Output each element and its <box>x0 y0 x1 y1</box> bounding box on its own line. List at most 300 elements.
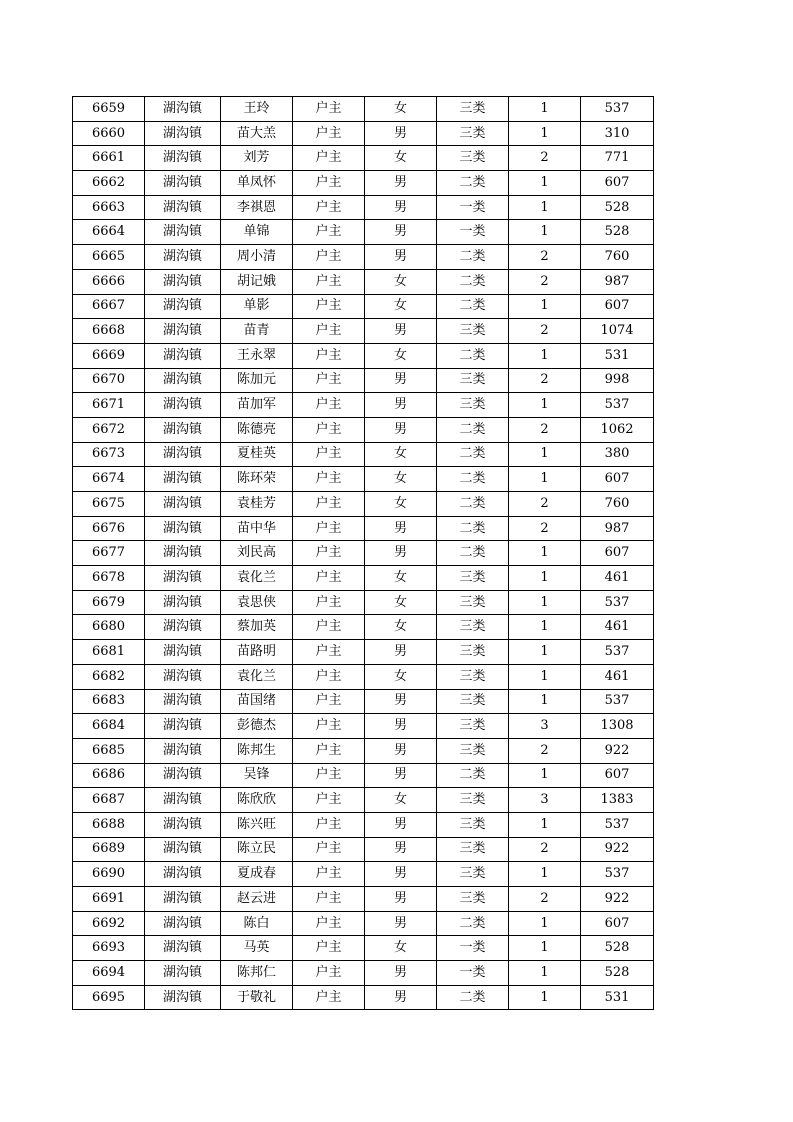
township-cell: 湖沟镇 <box>145 664 221 689</box>
table-row <box>73 343 654 368</box>
name-cell: 陈立民 <box>221 837 293 862</box>
relation-cell: 户主 <box>293 417 365 442</box>
household-size-cell: 3 <box>509 788 581 813</box>
amount-cell: 531 <box>581 343 654 368</box>
amount-cell: 607 <box>581 171 654 196</box>
amount-cell: 607 <box>581 294 654 319</box>
amount-cell: 922 <box>581 738 654 763</box>
amount-cell: 760 <box>581 492 654 517</box>
table-row <box>73 171 654 196</box>
category-cell: 三类 <box>437 689 509 714</box>
category-cell: 三类 <box>437 146 509 171</box>
relation-cell: 户主 <box>293 195 365 220</box>
township-cell: 湖沟镇 <box>145 97 221 122</box>
relation-cell: 户主 <box>293 837 365 862</box>
gender-cell: 男 <box>365 541 437 566</box>
record-number-cell: 6659 <box>73 97 145 122</box>
township-cell: 湖沟镇 <box>145 763 221 788</box>
relation-cell: 户主 <box>293 220 365 245</box>
township-cell: 湖沟镇 <box>145 887 221 912</box>
category-cell: 二类 <box>437 343 509 368</box>
name-cell: 陈兴旺 <box>221 812 293 837</box>
table-row <box>73 467 654 492</box>
gender-cell: 女 <box>365 467 437 492</box>
record-number-cell: 6662 <box>73 171 145 196</box>
table-row <box>73 862 654 887</box>
record-number-cell: 6666 <box>73 269 145 294</box>
amount-cell: 607 <box>581 911 654 936</box>
name-cell: 陈德亮 <box>221 417 293 442</box>
gender-cell: 女 <box>365 146 437 171</box>
category-cell: 二类 <box>437 467 509 492</box>
record-number-cell: 6678 <box>73 566 145 591</box>
household-size-cell: 2 <box>509 738 581 763</box>
township-cell: 湖沟镇 <box>145 566 221 591</box>
table-row <box>73 714 654 739</box>
gender-cell: 男 <box>365 220 437 245</box>
record-number-cell: 6684 <box>73 714 145 739</box>
household-size-cell: 1 <box>509 763 581 788</box>
amount-cell: 528 <box>581 936 654 961</box>
data-table <box>72 96 654 1010</box>
category-cell: 三类 <box>437 393 509 418</box>
household-size-cell: 1 <box>509 294 581 319</box>
gender-cell: 男 <box>365 417 437 442</box>
table-row <box>73 812 654 837</box>
household-size-cell: 1 <box>509 911 581 936</box>
name-cell: 袁思侠 <box>221 590 293 615</box>
record-number-cell: 6690 <box>73 862 145 887</box>
gender-cell: 男 <box>365 812 437 837</box>
gender-cell: 女 <box>365 343 437 368</box>
name-cell: 陈欣欣 <box>221 788 293 813</box>
category-cell: 三类 <box>437 640 509 665</box>
relation-cell: 户主 <box>293 738 365 763</box>
name-cell: 胡记娥 <box>221 269 293 294</box>
name-cell: 刘民高 <box>221 541 293 566</box>
name-cell: 单锦 <box>221 220 293 245</box>
table-row <box>73 566 654 591</box>
gender-cell: 男 <box>365 368 437 393</box>
name-cell: 吴锋 <box>221 763 293 788</box>
record-number-cell: 6671 <box>73 393 145 418</box>
amount-cell: 1062 <box>581 417 654 442</box>
gender-cell: 男 <box>365 985 437 1010</box>
record-number-cell: 6660 <box>73 121 145 146</box>
table-row <box>73 590 654 615</box>
relation-cell: 户主 <box>293 862 365 887</box>
township-cell: 湖沟镇 <box>145 640 221 665</box>
amount-cell: 987 <box>581 269 654 294</box>
gender-cell: 男 <box>365 171 437 196</box>
table-row <box>73 492 654 517</box>
name-cell: 单凤怀 <box>221 171 293 196</box>
gender-cell: 男 <box>365 195 437 220</box>
township-cell: 湖沟镇 <box>145 788 221 813</box>
household-size-cell: 1 <box>509 936 581 961</box>
name-cell: 夏成春 <box>221 862 293 887</box>
amount-cell: 987 <box>581 516 654 541</box>
table-row <box>73 269 654 294</box>
category-cell: 一类 <box>437 195 509 220</box>
category-cell: 三类 <box>437 738 509 763</box>
household-size-cell: 1 <box>509 664 581 689</box>
table-row <box>73 516 654 541</box>
table-row <box>73 837 654 862</box>
amount-cell: 310 <box>581 121 654 146</box>
amount-cell: 537 <box>581 640 654 665</box>
category-cell: 三类 <box>437 121 509 146</box>
table-row <box>73 368 654 393</box>
record-number-cell: 6681 <box>73 640 145 665</box>
gender-cell: 男 <box>365 516 437 541</box>
household-size-cell: 1 <box>509 541 581 566</box>
household-size-cell: 1 <box>509 862 581 887</box>
gender-cell: 女 <box>365 936 437 961</box>
category-cell: 二类 <box>437 516 509 541</box>
gender-cell: 女 <box>365 615 437 640</box>
household-size-cell: 1 <box>509 121 581 146</box>
gender-cell: 女 <box>365 492 437 517</box>
name-cell: 陈邦仁 <box>221 961 293 986</box>
household-size-cell: 1 <box>509 615 581 640</box>
table-row <box>73 442 654 467</box>
table-row <box>73 220 654 245</box>
record-number-cell: 6689 <box>73 837 145 862</box>
relation-cell: 户主 <box>293 97 365 122</box>
relation-cell: 户主 <box>293 269 365 294</box>
household-size-cell: 1 <box>509 985 581 1010</box>
amount-cell: 922 <box>581 887 654 912</box>
name-cell: 李祺恩 <box>221 195 293 220</box>
gender-cell: 男 <box>365 245 437 270</box>
name-cell: 王永翠 <box>221 343 293 368</box>
township-cell: 湖沟镇 <box>145 985 221 1010</box>
household-size-cell: 2 <box>509 269 581 294</box>
table-row <box>73 689 654 714</box>
gender-cell: 男 <box>365 640 437 665</box>
amount-cell: 528 <box>581 195 654 220</box>
relation-cell: 户主 <box>293 368 365 393</box>
record-number-cell: 6683 <box>73 689 145 714</box>
record-number-cell: 6691 <box>73 887 145 912</box>
relation-cell: 户主 <box>293 615 365 640</box>
table-row <box>73 640 654 665</box>
name-cell: 袁化兰 <box>221 664 293 689</box>
table-body <box>73 97 654 1010</box>
category-cell: 一类 <box>437 936 509 961</box>
household-size-cell: 3 <box>509 714 581 739</box>
relation-cell: 户主 <box>293 985 365 1010</box>
amount-cell: 607 <box>581 541 654 566</box>
gender-cell: 女 <box>365 294 437 319</box>
name-cell: 苗加军 <box>221 393 293 418</box>
gender-cell: 男 <box>365 714 437 739</box>
name-cell: 马英 <box>221 936 293 961</box>
category-cell: 三类 <box>437 368 509 393</box>
amount-cell: 537 <box>581 590 654 615</box>
category-cell: 一类 <box>437 961 509 986</box>
table-row <box>73 319 654 344</box>
table-row <box>73 245 654 270</box>
gender-cell: 男 <box>365 961 437 986</box>
table-row <box>73 294 654 319</box>
relation-cell: 户主 <box>293 319 365 344</box>
record-number-cell: 6668 <box>73 319 145 344</box>
category-cell: 二类 <box>437 417 509 442</box>
township-cell: 湖沟镇 <box>145 442 221 467</box>
category-cell: 二类 <box>437 541 509 566</box>
table-row <box>73 97 654 122</box>
household-size-cell: 2 <box>509 492 581 517</box>
township-cell: 湖沟镇 <box>145 936 221 961</box>
record-number-cell: 6677 <box>73 541 145 566</box>
category-cell: 一类 <box>437 220 509 245</box>
table-row <box>73 195 654 220</box>
record-number-cell: 6687 <box>73 788 145 813</box>
table-row <box>73 615 654 640</box>
amount-cell: 922 <box>581 837 654 862</box>
relation-cell: 户主 <box>293 566 365 591</box>
gender-cell: 男 <box>365 837 437 862</box>
gender-cell: 女 <box>365 566 437 591</box>
relation-cell: 户主 <box>293 911 365 936</box>
name-cell: 赵云进 <box>221 887 293 912</box>
township-cell: 湖沟镇 <box>145 269 221 294</box>
amount-cell: 528 <box>581 220 654 245</box>
gender-cell: 男 <box>365 319 437 344</box>
township-cell: 湖沟镇 <box>145 714 221 739</box>
relation-cell: 户主 <box>293 146 365 171</box>
category-cell: 三类 <box>437 319 509 344</box>
relation-cell: 户主 <box>293 936 365 961</box>
category-cell: 三类 <box>437 664 509 689</box>
record-number-cell: 6692 <box>73 911 145 936</box>
gender-cell: 男 <box>365 689 437 714</box>
amount-cell: 998 <box>581 368 654 393</box>
category-cell: 二类 <box>437 985 509 1010</box>
table-row <box>73 763 654 788</box>
name-cell: 刘芳 <box>221 146 293 171</box>
household-size-cell: 2 <box>509 319 581 344</box>
township-cell: 湖沟镇 <box>145 862 221 887</box>
gender-cell: 男 <box>365 887 437 912</box>
household-size-cell: 1 <box>509 393 581 418</box>
township-cell: 湖沟镇 <box>145 121 221 146</box>
name-cell: 单影 <box>221 294 293 319</box>
township-cell: 湖沟镇 <box>145 837 221 862</box>
record-number-cell: 6663 <box>73 195 145 220</box>
record-number-cell: 6674 <box>73 467 145 492</box>
record-number-cell: 6665 <box>73 245 145 270</box>
amount-cell: 537 <box>581 97 654 122</box>
category-cell: 三类 <box>437 97 509 122</box>
record-number-cell: 6695 <box>73 985 145 1010</box>
name-cell: 苗国绪 <box>221 689 293 714</box>
household-size-cell: 1 <box>509 961 581 986</box>
record-number-cell: 6676 <box>73 516 145 541</box>
table-row <box>73 961 654 986</box>
household-size-cell: 2 <box>509 516 581 541</box>
township-cell: 湖沟镇 <box>145 689 221 714</box>
record-number-cell: 6670 <box>73 368 145 393</box>
record-number-cell: 6669 <box>73 343 145 368</box>
category-cell: 二类 <box>437 763 509 788</box>
relation-cell: 户主 <box>293 887 365 912</box>
relation-cell: 户主 <box>293 714 365 739</box>
amount-cell: 771 <box>581 146 654 171</box>
household-size-cell: 2 <box>509 837 581 862</box>
relation-cell: 户主 <box>293 763 365 788</box>
table-row <box>73 911 654 936</box>
record-number-cell: 6672 <box>73 417 145 442</box>
amount-cell: 531 <box>581 985 654 1010</box>
relation-cell: 户主 <box>293 640 365 665</box>
relation-cell: 户主 <box>293 590 365 615</box>
amount-cell: 1308 <box>581 714 654 739</box>
household-size-cell: 1 <box>509 343 581 368</box>
household-size-cell: 1 <box>509 442 581 467</box>
gender-cell: 男 <box>365 862 437 887</box>
name-cell: 苗青 <box>221 319 293 344</box>
township-cell: 湖沟镇 <box>145 393 221 418</box>
name-cell: 王玲 <box>221 97 293 122</box>
record-number-cell: 6679 <box>73 590 145 615</box>
township-cell: 湖沟镇 <box>145 590 221 615</box>
record-number-cell: 6693 <box>73 936 145 961</box>
household-size-cell: 2 <box>509 887 581 912</box>
township-cell: 湖沟镇 <box>145 615 221 640</box>
amount-cell: 1383 <box>581 788 654 813</box>
household-size-cell: 1 <box>509 590 581 615</box>
relation-cell: 户主 <box>293 812 365 837</box>
relation-cell: 户主 <box>293 492 365 517</box>
relation-cell: 户主 <box>293 171 365 196</box>
table-row <box>73 887 654 912</box>
township-cell: 湖沟镇 <box>145 961 221 986</box>
name-cell: 苗大羔 <box>221 121 293 146</box>
table-row <box>73 146 654 171</box>
gender-cell: 女 <box>365 442 437 467</box>
relation-cell: 户主 <box>293 467 365 492</box>
name-cell: 陈加元 <box>221 368 293 393</box>
category-cell: 三类 <box>437 837 509 862</box>
amount-cell: 380 <box>581 442 654 467</box>
relation-cell: 户主 <box>293 442 365 467</box>
table-row <box>73 985 654 1010</box>
name-cell: 苗路明 <box>221 640 293 665</box>
amount-cell: 1074 <box>581 319 654 344</box>
record-number-cell: 6685 <box>73 738 145 763</box>
name-cell: 周小清 <box>221 245 293 270</box>
name-cell: 彭德杰 <box>221 714 293 739</box>
record-number-cell: 6694 <box>73 961 145 986</box>
gender-cell: 女 <box>365 97 437 122</box>
table-row <box>73 541 654 566</box>
amount-cell: 461 <box>581 615 654 640</box>
record-number-cell: 6661 <box>73 146 145 171</box>
record-number-cell: 6664 <box>73 220 145 245</box>
amount-cell: 461 <box>581 566 654 591</box>
table-row <box>73 121 654 146</box>
category-cell: 三类 <box>437 590 509 615</box>
township-cell: 湖沟镇 <box>145 812 221 837</box>
household-size-cell: 2 <box>509 146 581 171</box>
gender-cell: 女 <box>365 590 437 615</box>
gender-cell: 男 <box>365 121 437 146</box>
record-number-cell: 6688 <box>73 812 145 837</box>
township-cell: 湖沟镇 <box>145 467 221 492</box>
household-size-cell: 1 <box>509 640 581 665</box>
table-row <box>73 417 654 442</box>
amount-cell: 461 <box>581 664 654 689</box>
relation-cell: 户主 <box>293 343 365 368</box>
amount-cell: 537 <box>581 393 654 418</box>
category-cell: 三类 <box>437 615 509 640</box>
name-cell: 蔡加英 <box>221 615 293 640</box>
township-cell: 湖沟镇 <box>145 245 221 270</box>
township-cell: 湖沟镇 <box>145 343 221 368</box>
category-cell: 三类 <box>437 714 509 739</box>
category-cell: 三类 <box>437 788 509 813</box>
household-size-cell: 1 <box>509 220 581 245</box>
name-cell: 苗中华 <box>221 516 293 541</box>
household-size-cell: 1 <box>509 812 581 837</box>
relation-cell: 户主 <box>293 121 365 146</box>
household-size-cell: 1 <box>509 566 581 591</box>
amount-cell: 528 <box>581 961 654 986</box>
household-size-cell: 2 <box>509 245 581 270</box>
record-number-cell: 6673 <box>73 442 145 467</box>
township-cell: 湖沟镇 <box>145 294 221 319</box>
amount-cell: 537 <box>581 812 654 837</box>
household-size-cell: 2 <box>509 368 581 393</box>
amount-cell: 607 <box>581 763 654 788</box>
relation-cell: 户主 <box>293 516 365 541</box>
gender-cell: 男 <box>365 738 437 763</box>
amount-cell: 760 <box>581 245 654 270</box>
amount-cell: 537 <box>581 862 654 887</box>
category-cell: 三类 <box>437 566 509 591</box>
relation-cell: 户主 <box>293 961 365 986</box>
township-cell: 湖沟镇 <box>145 146 221 171</box>
name-cell: 夏桂英 <box>221 442 293 467</box>
name-cell: 袁化兰 <box>221 566 293 591</box>
township-cell: 湖沟镇 <box>145 417 221 442</box>
township-cell: 湖沟镇 <box>145 541 221 566</box>
township-cell: 湖沟镇 <box>145 220 221 245</box>
table-row <box>73 393 654 418</box>
township-cell: 湖沟镇 <box>145 738 221 763</box>
township-cell: 湖沟镇 <box>145 195 221 220</box>
record-number-cell: 6675 <box>73 492 145 517</box>
category-cell: 三类 <box>437 862 509 887</box>
record-number-cell: 6686 <box>73 763 145 788</box>
gender-cell: 女 <box>365 664 437 689</box>
category-cell: 三类 <box>437 887 509 912</box>
table-row <box>73 788 654 813</box>
category-cell: 二类 <box>437 269 509 294</box>
name-cell: 陈白 <box>221 911 293 936</box>
household-size-cell: 1 <box>509 97 581 122</box>
category-cell: 二类 <box>437 492 509 517</box>
relation-cell: 户主 <box>293 245 365 270</box>
township-cell: 湖沟镇 <box>145 171 221 196</box>
name-cell: 于敬礼 <box>221 985 293 1010</box>
township-cell: 湖沟镇 <box>145 319 221 344</box>
table-row <box>73 664 654 689</box>
name-cell: 陈环荣 <box>221 467 293 492</box>
